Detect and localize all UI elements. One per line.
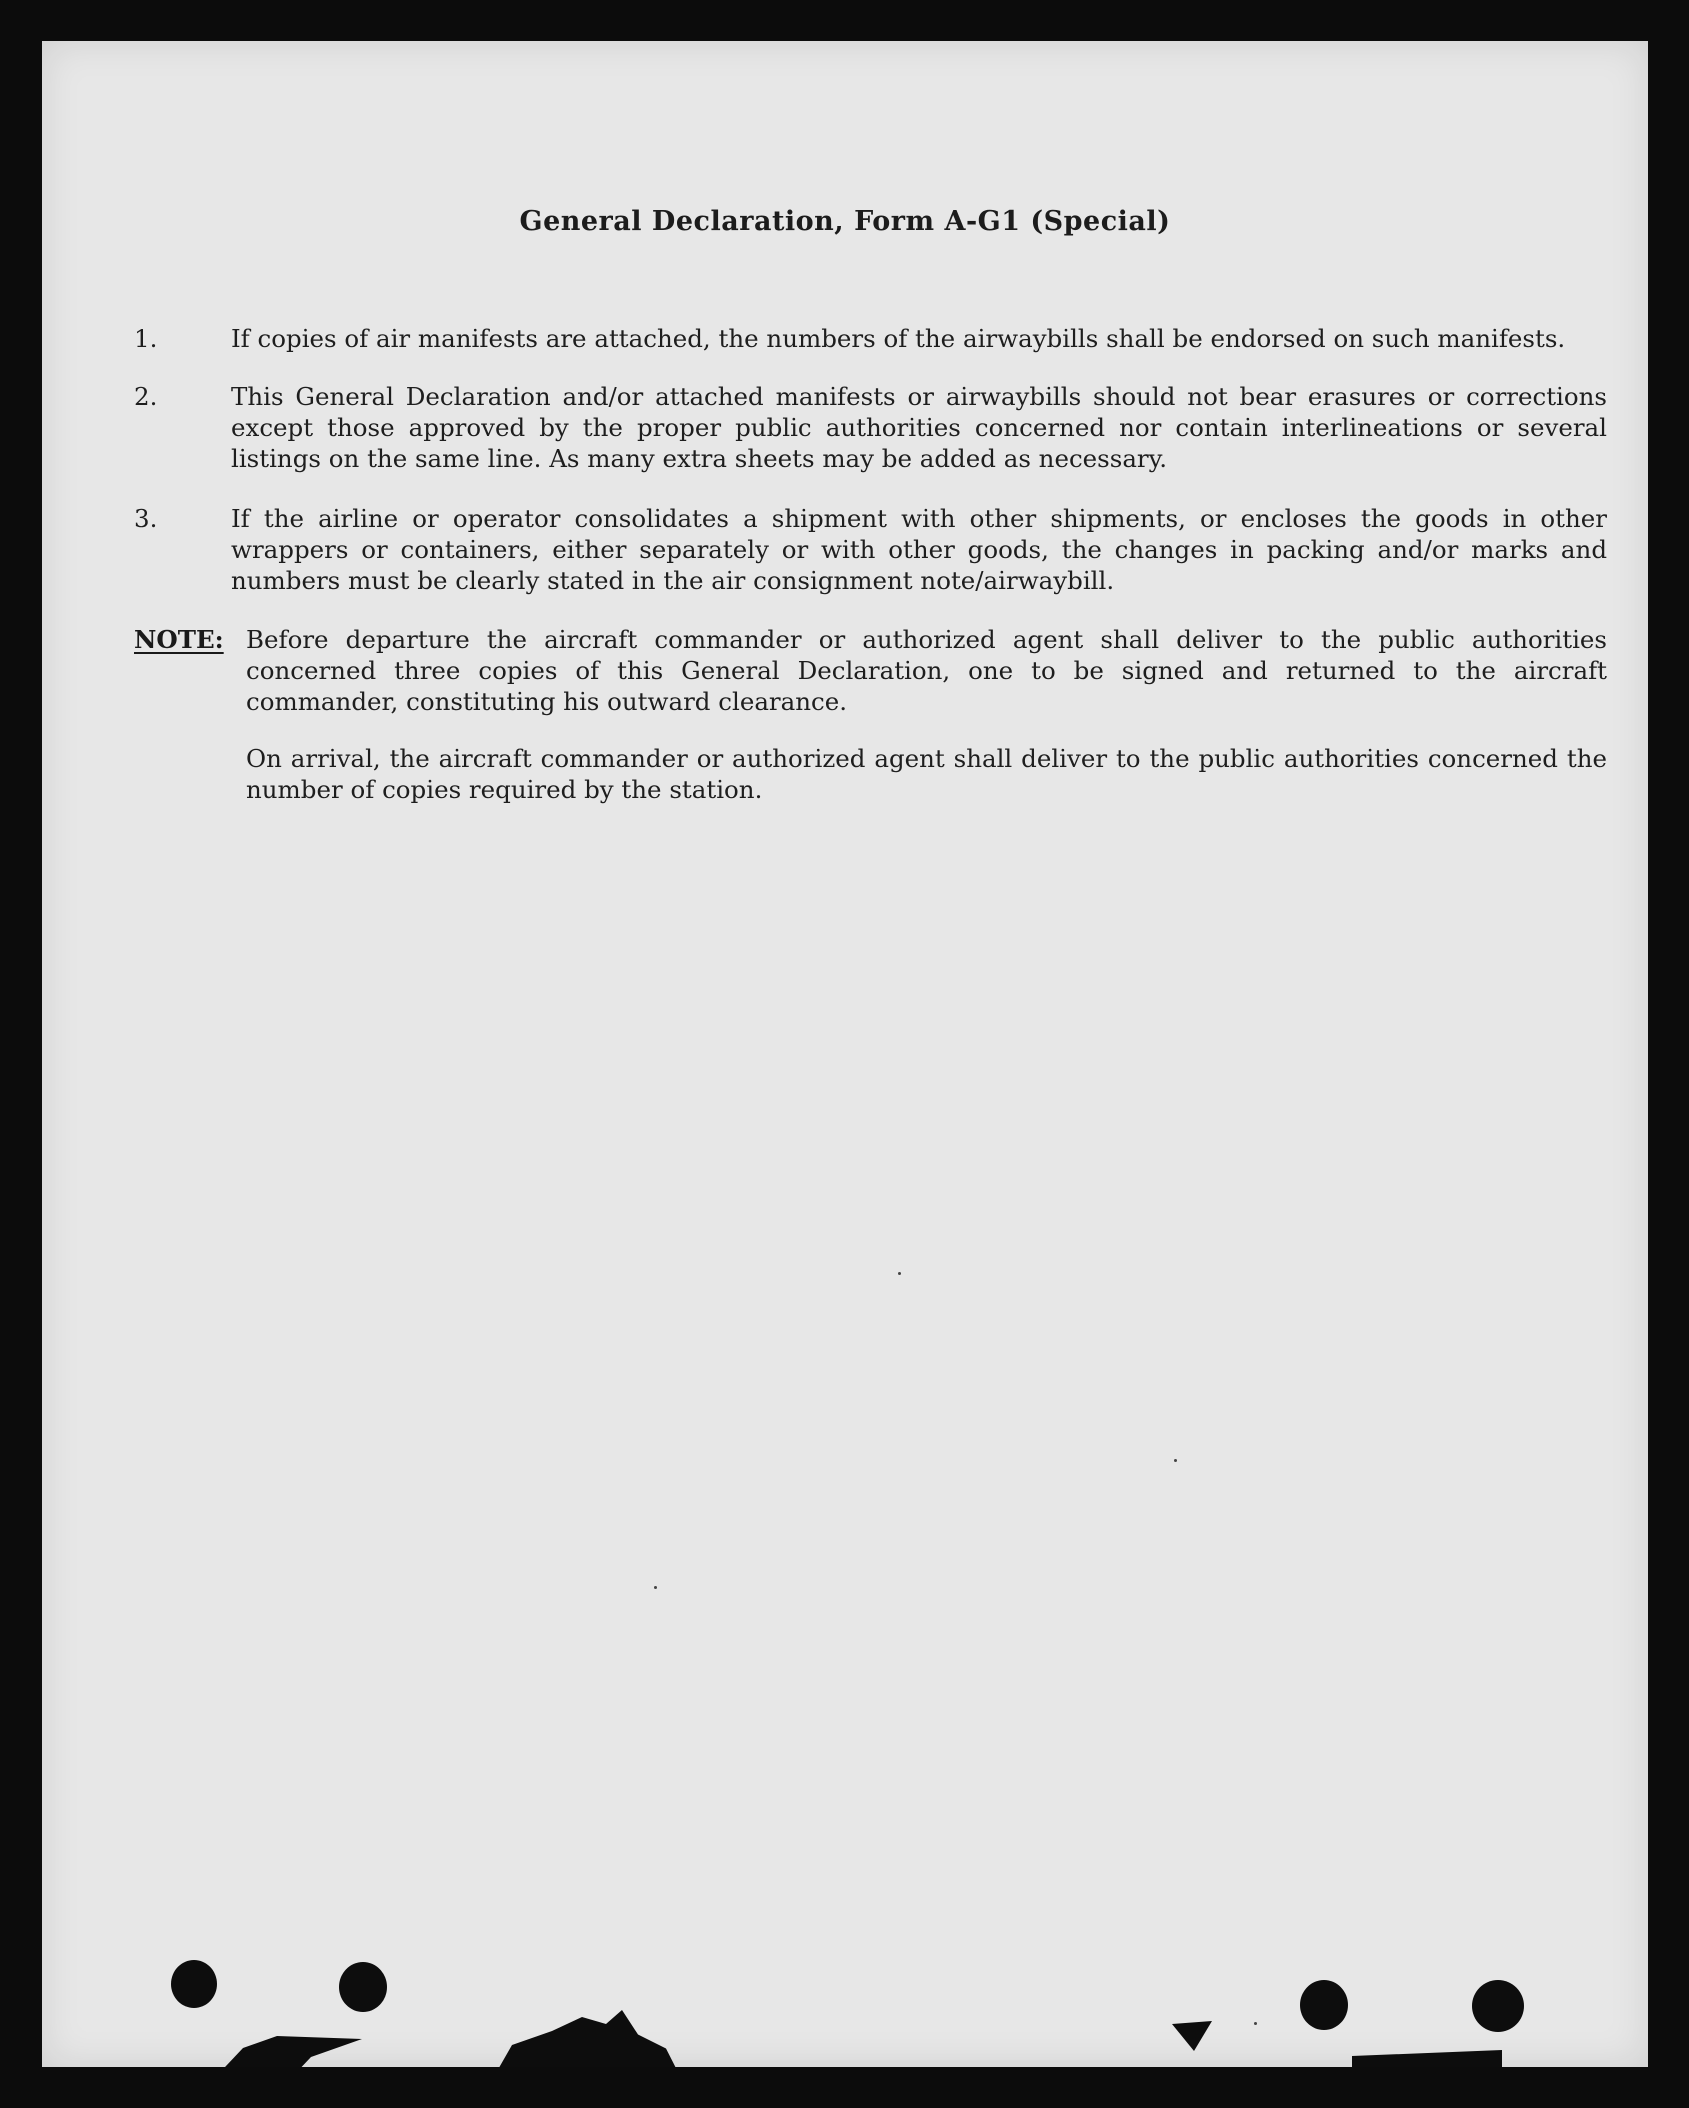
note-paragraph: On arrival, the aircraft commander or authorized agent shall deliver to the public authorities concerned the number of copies required by the station. (246, 744, 1607, 804)
note-paragraph: Before departure the aircraft commander or authorized agent shall deliver to the public authorities concerned three copies of this General Declaration, one to be signed and returned to the aircraft commander, constituting his outward clearance. (246, 625, 1607, 716)
dust-speck (1174, 1459, 1177, 1462)
item-number: 1. (134, 324, 158, 353)
list-item (134, 381, 1607, 474)
dust-speck (1254, 2022, 1257, 2025)
torn-edge-mark (1352, 2044, 1502, 2067)
dust-speck (898, 1272, 901, 1275)
torn-edge-mark (1172, 2021, 1212, 2051)
torn-edge-mark (192, 2024, 362, 2067)
punch-hole-mark (1300, 1980, 1348, 2030)
item-text: If copies of air manifests are attached, the numbers of the airwaybills shall be endorsed on such manifests. (231, 324, 1566, 353)
item-number: 3. (134, 504, 158, 533)
note-label: NOTE: (134, 625, 224, 654)
punch-hole-mark (1472, 1980, 1524, 2032)
punch-hole-mark (339, 1962, 387, 2012)
item-number: 2. (134, 382, 158, 411)
punch-hole-mark (171, 1960, 217, 2008)
document-page (42, 41, 1648, 2067)
item-text: If the airline or operator consolidates a shipment with other shipments, or encloses the goods in other wrappers or containers, either separately or with other goods, the changes in packing and/or marks and numbers must be clearly stated in the air consignment note/airwaybill. (231, 504, 1607, 595)
item-text: This General Declaration and/or attached manifests or airwaybills should not bear erasures or corrections except those approved by the proper public authorities concerned nor contain interlineations or several listings on the same line. As many extra sheets may be added as necessary. (231, 382, 1607, 473)
torn-edge-mark (482, 2010, 682, 2067)
document-title: General Declaration, Form A-G1 (Special) (519, 206, 1171, 237)
dust-speck (654, 1586, 657, 1589)
list-item (134, 323, 1607, 354)
list-item (134, 503, 1607, 596)
